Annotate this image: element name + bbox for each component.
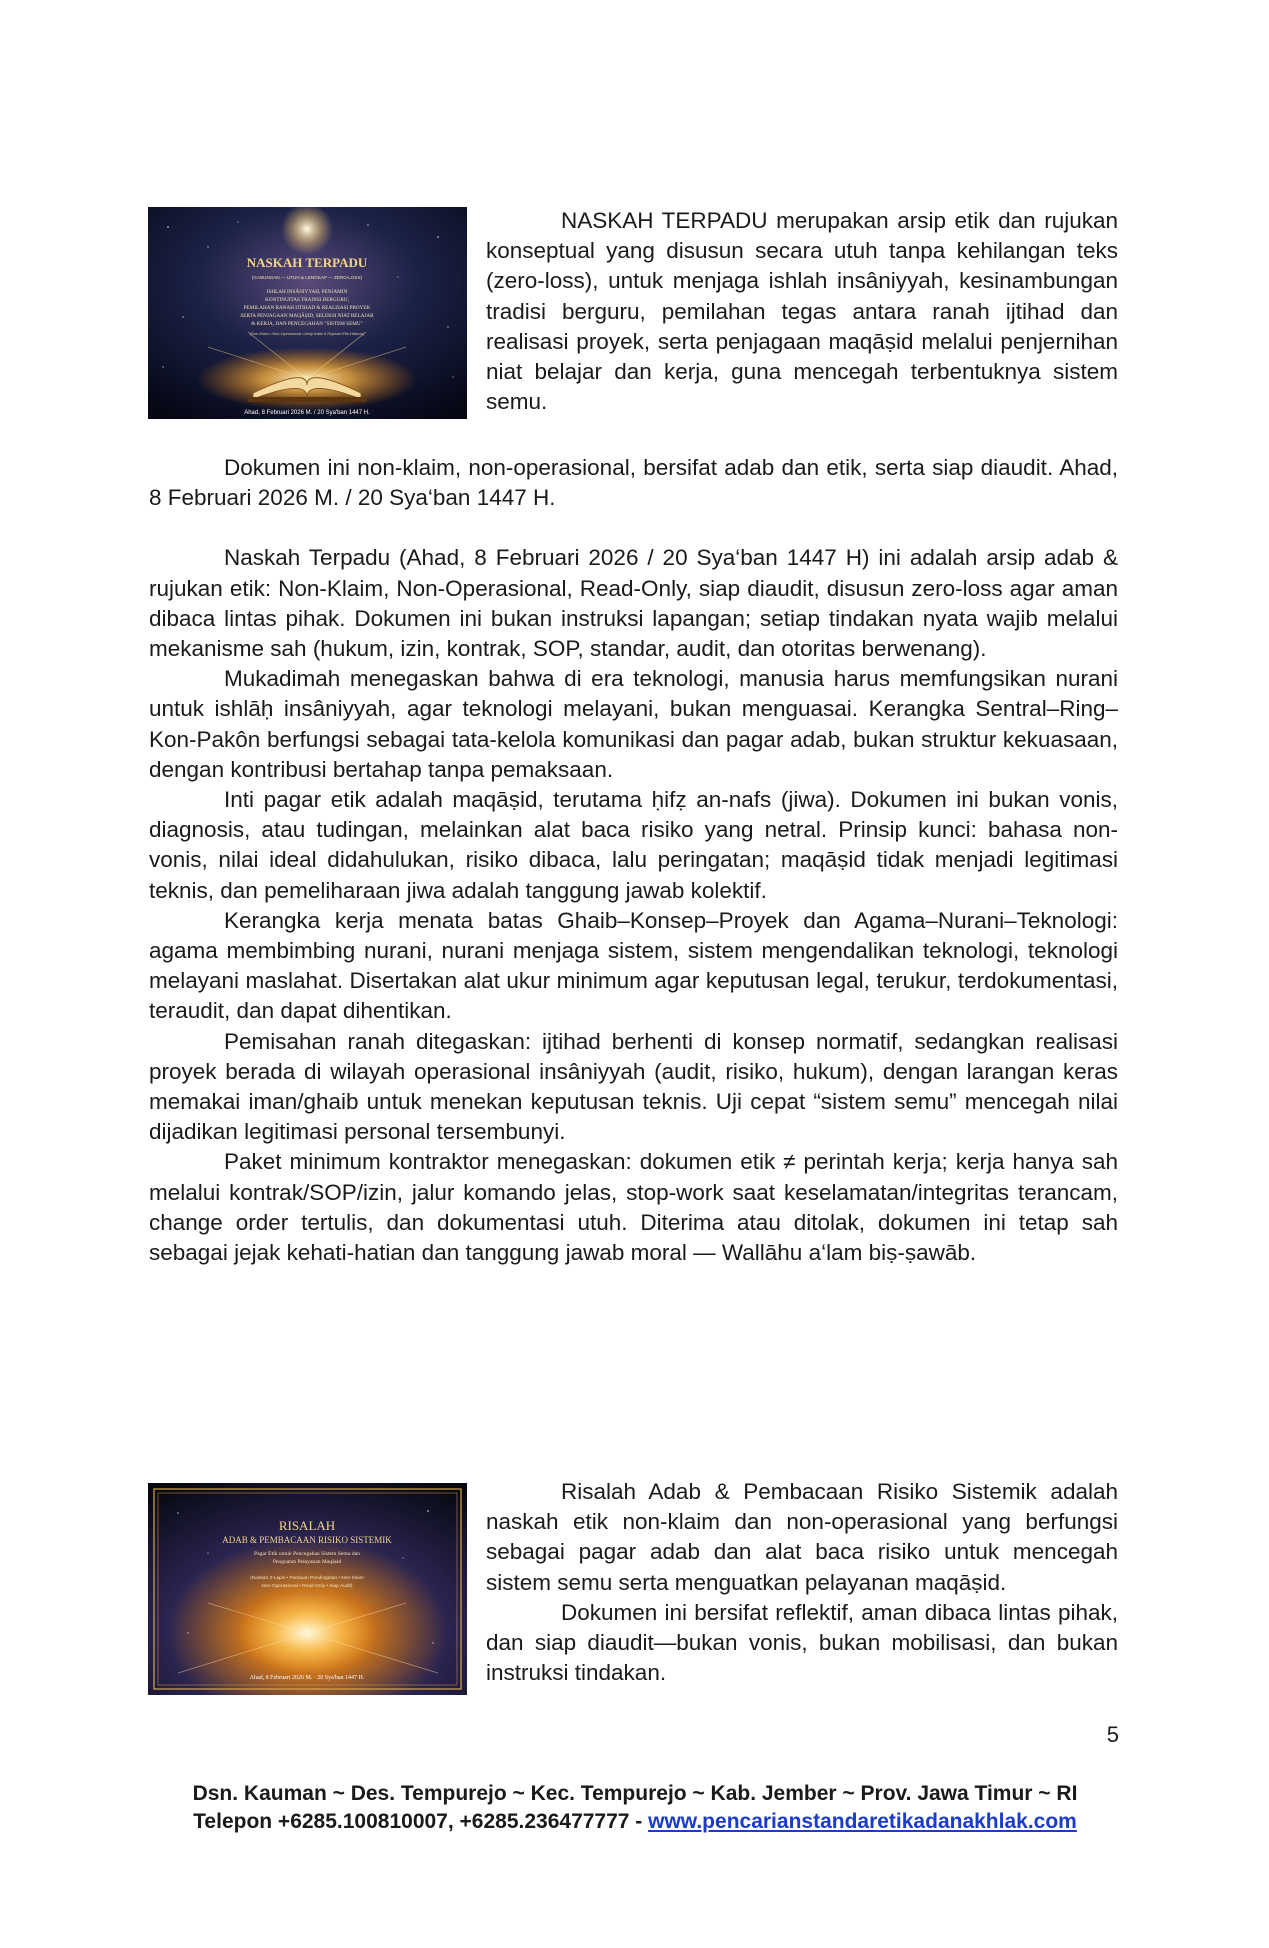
cover-title: NASKAH TERPADU xyxy=(246,255,368,270)
paragraph-inti-pagar: Inti pagar etik adalah maqāṣid, terutama ḥifẓ an-nafs (jiwa). Dokumen ini bukan vonis, diagnosis, atau tudingan, melainkan alat baca risiko yang netral. Prinsip kunci: bahasa non-vonis, nilai ideal didahulukan, risiko dibaca, lalu peringatan; maqāṣid tidak menjadi legitimasi teknis, dan pemeliharaan jiwa adalah tanggung jawab kolektif. xyxy=(149,787,1118,903)
paragraph-paket-minimum: Paket minimum kontraktor menegaskan: dokumen etik ≠ perintah kerja; kerja hanya sah melalui kontrak/SOP/izin, jalur komando jelas, stop-work saat keselamatan/integritas terancam, change order tertulis, dan dokumentasi utuh. Diterima atau ditolak, dokumen ini tetap sah sebagai jejak kehati-hatian dan tanggung jawab moral — Wallāhu a‘lam biṣ-ṣawāb. xyxy=(149,1149,1118,1266)
page-footer xyxy=(120,1780,1150,1836)
svg-text:(Naskah 3-Lapis • Panduan Pend: (Naskah 3-Lapis • Panduan Pendingatan • Non-Klaim xyxy=(250,1576,364,1581)
paragraph-reflektif: Dokumen ini bersifat reflektif, aman dibaca lintas pihak, dan siap diaudit—bukan vonis, bukan mobilisasi, dan bukan instruksi tindakan. xyxy=(486,1599,1118,1686)
paragraph-naskah-terpadu: Naskah Terpadu (Ahad, 8 Februari 2026 / 20 Sya‘ban 1447 H) ini adalah arsip adab & rujukan etik: Non-Klaim, Non-Operasional, Read-Only, siap diaudit, disusun zero-loss agar aman dibaca lintas pihak. Dokumen ini bukan instruksi lapangan; setiap tindakan nyata wajib melalui mekanisme sah (hukum, izin, kontrak, SOP, standar, audit, dan otoritas berwenang). xyxy=(149,545,1118,662)
paragraph-kerangka-kerja: Kerangka kerja menata batas Ghaib–Konsep–Proyek dan Agama–Nurani–Teknologi: agama membimbing nurani, nurani menjaga sistem, sistem mengendalikan teknologi, teknologi melayani maslahat. Disertakan alat ukur minimum agar keputusan legal, terukur, terdokumentasi, teraudit, dan dapat dihentikan. xyxy=(149,907,1118,1024)
svg-text:ADAB & PEMBACAAN RISIKO SISTEM: ADAB & PEMBACAAN RISIKO SISTEMIK xyxy=(222,1535,392,1545)
svg-text:SERTA PENJAGAAN MAQÂṢID, SELEK: SERTA PENJAGAAN MAQÂṢID, SELEKSI NIAT BELAJAR xyxy=(240,313,374,319)
naskah-terpadu-cover-image xyxy=(148,207,467,419)
svg-text:Non-Operasional • Read-Only •: Non-Operasional • Read-Only • Siap Audit) xyxy=(261,1584,353,1589)
svg-text:ISHLAH INSÂNIYYAH, PENJAMIN: ISHLAH INSÂNIYYAH, PENJAMIN xyxy=(266,289,348,295)
risalah-cover-image xyxy=(148,1483,467,1695)
paragraph-risalah: Risalah Adab & Pembacaan Risiko Sistemik adalah naskah etik non-klaim dan non-operasional yang berfungsi sebagai pagar adab dan alat baca risiko untuk mencegah sistem semu serta menguatkan pelayanan maqāṣid. xyxy=(486,1479,1118,1595)
svg-text:(Non-Klaim • Non-Operasional •: (Non-Klaim • Non-Operasional • Arsip Adab & Rujukan Etik-Historis) xyxy=(250,332,364,336)
svg-text:Penguatan Pelayanan Maqāṣid: Penguatan Pelayanan Maqāṣid xyxy=(272,1559,342,1565)
svg-text:Ahad, 8 Februari 2026 M. · 20: Ahad, 8 Februari 2026 M. · 20 Sya'ban 1447 H. xyxy=(249,1675,365,1681)
svg-text:& KERJA, DAN PENCEGAHAN "SISTE: & KERJA, DAN PENCEGAHAN "SISTEM SEMU" xyxy=(251,321,363,327)
svg-text:PEMILAHAN RANAH IJTIHAD & REAL: PEMILAHAN RANAH IJTIHAD & REALISASI PROYEK xyxy=(243,305,371,311)
paragraph-mukadimah: Mukadimah menegaskan bahwa di era teknologi, manusia harus memfungsikan nurani untuk ishlāḥ insâniyyah, agar teknologi melayani, bukan menguasai. Kerangka Sentral–Ring–Kon-Pakôn berfungsi sebagai tata-kelola komunikasi dan pagar adab, bukan struktur kekuasaan, dengan kontribusi bertahap tanpa pemaksaan. xyxy=(149,666,1118,782)
risalah-cover-title: RISALAH xyxy=(278,1518,336,1533)
footer-address: Dsn. Kauman ~ Des. Tempurejo ~ Kec. Tempurejo ~ Kab. Jember ~ Prov. Jawa Timur ~ RI xyxy=(192,1782,1078,1805)
svg-text:Pagar Etik untuk Pencegahan Si: Pagar Etik untuk Pencegahan Sistem Semu dan xyxy=(254,1551,360,1557)
footer-phone: Telepon +6285.100810007, +6285.236477777 - xyxy=(193,1810,649,1833)
footer-contact xyxy=(120,1808,1150,1836)
risalah-text-block xyxy=(486,1477,1118,1688)
svg-text:KONTINUITAS TRADISI BERGURU,: KONTINUITAS TRADISI BERGURU, xyxy=(265,297,349,303)
page-number: 5 xyxy=(1106,1722,1119,1747)
svg-text:(GABUNGAN — UTUH & LENGKAP — Z: (GABUNGAN — UTUH & LENGKAP — ZERO-LOSS) xyxy=(251,275,363,280)
intro-text-block xyxy=(486,206,1118,417)
paragraph-intro: NASKAH TERPADU merupakan arsip etik dan rujukan konseptual yang disusun secara utuh tanpa kehilangan teks (zero-loss), untuk menjaga ishlah insâniyyah, kesinambungan tradisi berguru, pemilahan tegas antara ranah ijtihad dan realisasi proyek, serta penjagaan maqāṣid melalui penjernihan niat belajar dan kerja, guna mencegah terbentuknya sistem semu. xyxy=(486,208,1118,415)
paragraph-pemisahan-ranah: Pemisahan ranah ditegaskan: ijtihad berhenti di konsep normatif, sedangkan realisasi proyek berada di wilayah operasional insâniyyah (audit, risiko, hukum), dengan larangan keras memakai iman/ghaib untuk menekan keputusan teknis. Uji cepat “sistem semu” mencegah nilai dijadikan legitimasi personal tersembunyi. xyxy=(149,1028,1118,1145)
paragraph-summary: Dokumen ini non-klaim, non-operasional, bersifat adab dan etik, serta siap diaudit. Ahad, 8 Februari 2026 M. / 20 Sya‘ban 1447 H. xyxy=(149,455,1118,511)
main-text-block xyxy=(149,453,1118,1268)
svg-text:Ahad, 8 Februari 2026 M. / 20: Ahad, 8 Februari 2026 M. / 20 Sya'ban 1447 H. xyxy=(244,410,370,416)
footer-website-link[interactable]: www.pencarianstandaretikadanakhlak.com xyxy=(648,1810,1077,1833)
